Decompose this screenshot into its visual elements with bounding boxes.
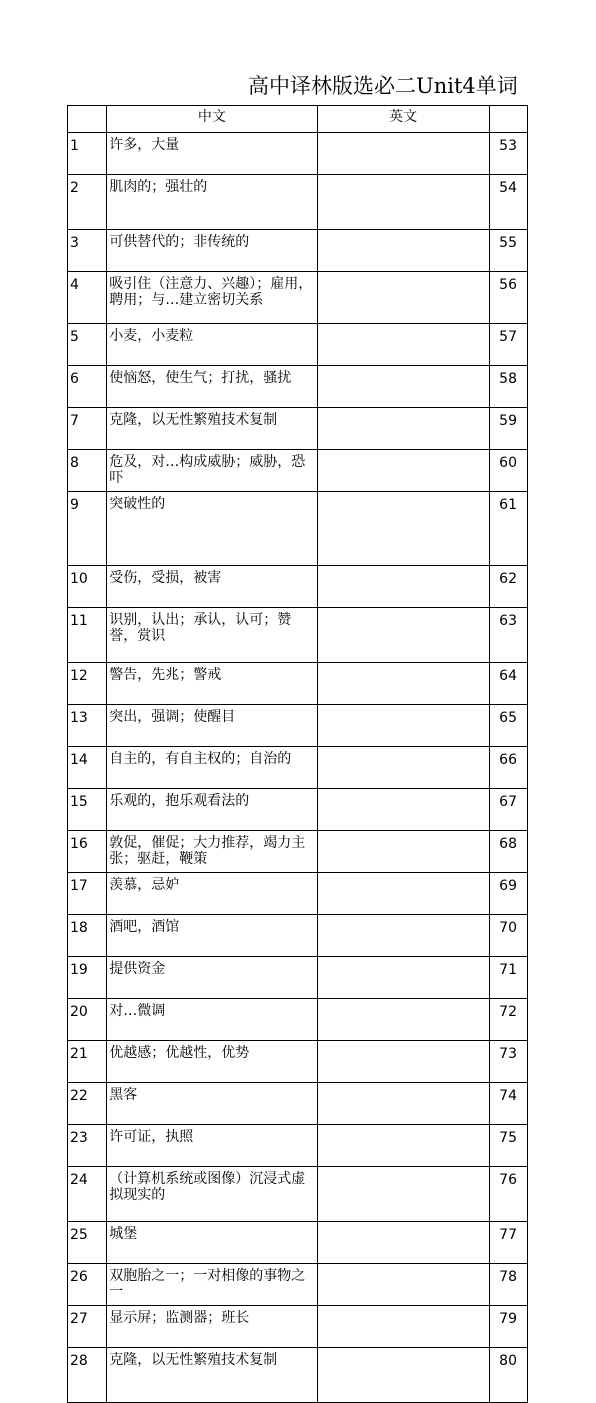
chinese-meaning-cell[interactable]: 克隆，以无性繁殖技术复制 <box>107 1348 317 1403</box>
row-number[interactable]: 3 <box>68 230 107 272</box>
right-number-cell[interactable]: 69 <box>489 873 527 915</box>
row-number[interactable]: 26 <box>68 1264 107 1306</box>
row-number[interactable]: 27 <box>68 1306 107 1348</box>
chinese-meaning-cell[interactable]: 自主的，有自主权的；自治的 <box>107 747 317 789</box>
row-number[interactable]: 12 <box>68 663 107 705</box>
english-answer-cell[interactable] <box>317 608 489 663</box>
right-number-cell[interactable]: 58 <box>489 366 527 408</box>
table-row <box>68 873 528 915</box>
chinese-meaning-cell[interactable]: 城堡 <box>107 1222 317 1264</box>
right-number-cell[interactable]: 65 <box>489 705 527 747</box>
table-row <box>68 1125 528 1167</box>
right-number-cell[interactable]: 78 <box>489 1264 527 1306</box>
english-answer-cell[interactable] <box>317 705 489 747</box>
right-number-cell[interactable]: 73 <box>489 1041 527 1083</box>
header-chinese[interactable]: 中文 <box>107 106 317 133</box>
right-number-cell[interactable]: 80 <box>489 1348 527 1403</box>
right-number-cell[interactable]: 61 <box>489 492 527 566</box>
row-number[interactable]: 19 <box>68 957 107 999</box>
table-row <box>68 175 528 230</box>
table-row <box>68 1348 528 1403</box>
english-answer-cell[interactable] <box>317 272 489 324</box>
row-number[interactable]: 22 <box>68 1083 107 1125</box>
right-number-cell[interactable]: 77 <box>489 1222 527 1264</box>
row-number[interactable]: 11 <box>68 608 107 663</box>
chinese-meaning-cell[interactable]: 肌肉的；强壮的 <box>107 175 317 230</box>
chinese-meaning-cell[interactable]: 提供资金 <box>107 957 317 999</box>
chinese-meaning-cell[interactable]: 使恼怒，使生气；打扰，骚扰 <box>107 366 317 408</box>
right-number-cell[interactable]: 57 <box>489 324 527 366</box>
row-number[interactable]: 13 <box>68 705 107 747</box>
table-row <box>68 408 528 450</box>
row-number[interactable]: 8 <box>68 450 107 492</box>
right-number-cell[interactable]: 75 <box>489 1125 527 1167</box>
right-number-cell[interactable]: 60 <box>489 450 527 492</box>
chinese-meaning-cell[interactable]: 小麦，小麦粒 <box>107 324 317 366</box>
row-number[interactable]: 20 <box>68 999 107 1041</box>
english-answer-cell[interactable] <box>317 831 489 873</box>
header-num-cell[interactable] <box>68 106 107 133</box>
english-answer-cell[interactable] <box>317 747 489 789</box>
row-number[interactable]: 15 <box>68 789 107 831</box>
table-row <box>68 1306 528 1348</box>
table-row <box>68 608 528 663</box>
right-number-cell[interactable]: 71 <box>489 957 527 999</box>
english-answer-cell[interactable] <box>317 1125 489 1167</box>
chinese-meaning-cell[interactable]: 吸引住（注意力、兴趣）；雇用，聘用；与…建立密切关系 <box>107 272 317 324</box>
table-row <box>68 324 528 366</box>
english-answer-cell[interactable] <box>317 1348 489 1403</box>
row-number[interactable]: 17 <box>68 873 107 915</box>
right-number-cell[interactable]: 70 <box>489 915 527 957</box>
chinese-meaning-cell[interactable]: 克隆，以无性繁殖技术复制 <box>107 408 317 450</box>
right-number-cell[interactable]: 66 <box>489 747 527 789</box>
row-number[interactable]: 10 <box>68 566 107 608</box>
chinese-meaning-cell[interactable]: 乐观的，抱乐观看法的 <box>107 789 317 831</box>
right-number-cell[interactable]: 79 <box>489 1306 527 1348</box>
chinese-meaning-cell[interactable]: 黑客 <box>107 1083 317 1125</box>
row-number[interactable]: 9 <box>68 492 107 566</box>
row-number[interactable]: 25 <box>68 1222 107 1264</box>
chinese-meaning-cell[interactable]: 突出，强调；使醒目 <box>107 705 317 747</box>
right-number-cell[interactable]: 64 <box>489 663 527 705</box>
row-number[interactable]: 5 <box>68 324 107 366</box>
chinese-meaning-cell[interactable]: 受伤，受损，被害 <box>107 566 317 608</box>
chinese-meaning-cell[interactable]: 危及，对…构成威胁；威胁，恐吓 <box>107 450 317 492</box>
table-row <box>68 492 528 566</box>
table-row <box>68 1264 528 1306</box>
chinese-meaning-cell[interactable]: 识别，认出；承认，认可；赞誉，赏识 <box>107 608 317 663</box>
chinese-meaning-cell[interactable]: （计算机系统或图像）沉浸式虚拟现实的 <box>107 1167 317 1222</box>
row-number[interactable]: 4 <box>68 272 107 324</box>
row-number[interactable]: 21 <box>68 1041 107 1083</box>
right-number-cell[interactable]: 56 <box>489 272 527 324</box>
right-number-cell[interactable]: 74 <box>489 1083 527 1125</box>
vocab-table <box>67 105 528 1403</box>
header-right-cell[interactable] <box>489 106 527 133</box>
english-answer-cell[interactable] <box>317 1306 489 1348</box>
table-row <box>68 705 528 747</box>
english-answer-cell[interactable] <box>317 566 489 608</box>
table-row <box>68 272 528 324</box>
english-answer-cell[interactable] <box>317 492 489 566</box>
english-answer-cell[interactable] <box>317 873 489 915</box>
table-row <box>68 230 528 272</box>
right-number-cell[interactable]: 53 <box>489 133 527 175</box>
english-answer-cell[interactable] <box>317 957 489 999</box>
right-number-cell[interactable]: 54 <box>489 175 527 230</box>
table-row <box>68 566 528 608</box>
chinese-meaning-cell[interactable]: 许多，大量 <box>107 133 317 175</box>
table-row <box>68 1222 528 1264</box>
chinese-meaning-cell[interactable]: 羡慕，忌妒 <box>107 873 317 915</box>
table-row <box>68 366 528 408</box>
english-answer-cell[interactable] <box>317 450 489 492</box>
chinese-meaning-cell[interactable]: 可供替代的；非传统的 <box>107 230 317 272</box>
right-number-cell[interactable]: 59 <box>489 408 527 450</box>
header-english[interactable]: 英文 <box>317 106 489 133</box>
english-answer-cell[interactable] <box>317 230 489 272</box>
header-row <box>68 106 528 133</box>
chinese-meaning-cell[interactable]: 酒吧，酒馆 <box>107 915 317 957</box>
english-answer-cell[interactable] <box>317 1041 489 1083</box>
english-answer-cell[interactable] <box>317 1222 489 1264</box>
right-number-cell[interactable]: 63 <box>489 608 527 663</box>
english-answer-cell[interactable] <box>317 1167 489 1222</box>
english-answer-cell[interactable] <box>317 1083 489 1125</box>
chinese-meaning-cell[interactable]: 警告，先兆；警戒 <box>107 663 317 705</box>
table-row <box>68 1167 528 1222</box>
english-answer-cell[interactable] <box>317 663 489 705</box>
right-number-cell[interactable]: 72 <box>489 999 527 1041</box>
chinese-meaning-cell[interactable]: 突破性的 <box>107 492 317 566</box>
english-answer-cell[interactable] <box>317 408 489 450</box>
table-row <box>68 831 528 873</box>
english-answer-cell[interactable] <box>317 999 489 1041</box>
row-number[interactable]: 1 <box>68 133 107 175</box>
right-number-cell[interactable]: 67 <box>489 789 527 831</box>
right-number-cell[interactable]: 55 <box>489 230 527 272</box>
english-answer-cell[interactable] <box>317 324 489 366</box>
chinese-meaning-cell[interactable]: 许可证，执照 <box>107 1125 317 1167</box>
table-row <box>68 663 528 705</box>
table-row <box>68 999 528 1041</box>
right-number-cell[interactable]: 68 <box>489 831 527 873</box>
english-answer-cell[interactable] <box>317 1264 489 1306</box>
table-row <box>68 789 528 831</box>
row-number[interactable]: 14 <box>68 747 107 789</box>
english-answer-cell[interactable] <box>317 789 489 831</box>
english-answer-cell[interactable] <box>317 133 489 175</box>
chinese-meaning-cell[interactable]: 优越感；优越性，优势 <box>107 1041 317 1083</box>
row-number[interactable]: 24 <box>68 1167 107 1222</box>
row-number[interactable]: 7 <box>68 408 107 450</box>
table-row <box>68 747 528 789</box>
chinese-meaning-cell[interactable]: 双胞胎之一；一对相像的事物之一 <box>107 1264 317 1306</box>
row-number[interactable]: 16 <box>68 831 107 873</box>
chinese-meaning-cell[interactable]: 敦促，催促；大力推荐，竭力主张；驱赶，鞭策 <box>107 831 317 873</box>
table-row <box>68 1083 528 1125</box>
right-number-cell[interactable]: 62 <box>489 566 527 608</box>
table-row <box>68 133 528 175</box>
row-number[interactable]: 2 <box>68 175 107 230</box>
row-number[interactable]: 6 <box>68 366 107 408</box>
table-row <box>68 1041 528 1083</box>
table-row <box>68 957 528 999</box>
row-number[interactable]: 23 <box>68 1125 107 1167</box>
table-row <box>68 450 528 492</box>
sheet-title: 高中译林版选必二Unit4单词 <box>248 74 518 98</box>
chinese-meaning-cell[interactable]: 对…微调 <box>107 999 317 1041</box>
english-answer-cell[interactable] <box>317 175 489 230</box>
row-number[interactable]: 28 <box>68 1348 107 1403</box>
table-row <box>68 915 528 957</box>
english-answer-cell[interactable] <box>317 915 489 957</box>
chinese-meaning-cell[interactable]: 显示屏；监测器；班长 <box>107 1306 317 1348</box>
row-number[interactable]: 18 <box>68 915 107 957</box>
english-answer-cell[interactable] <box>317 366 489 408</box>
right-number-cell[interactable]: 76 <box>489 1167 527 1222</box>
